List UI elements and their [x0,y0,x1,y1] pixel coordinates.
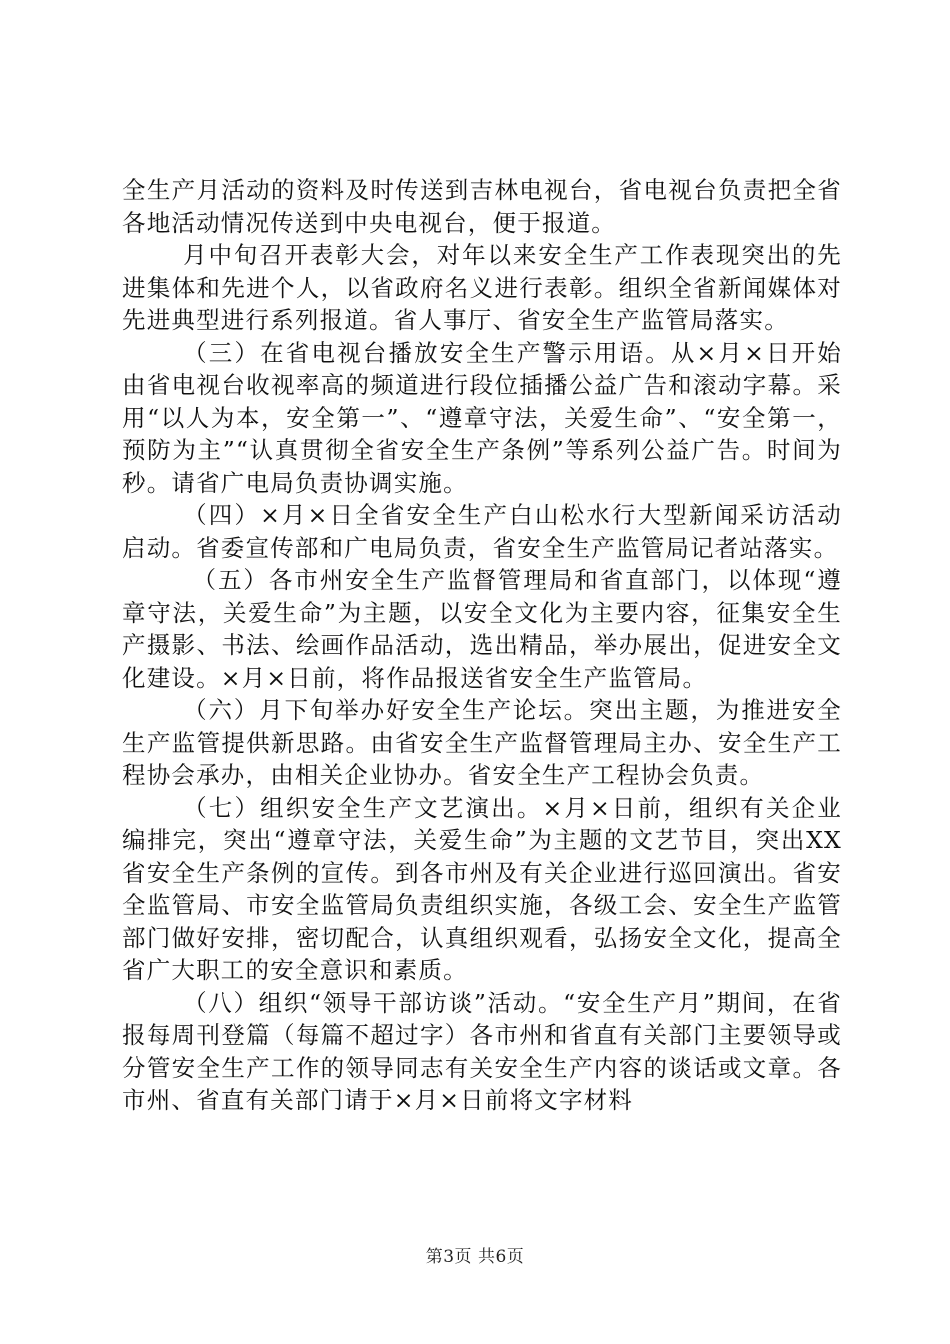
paragraph-commendation-meeting: 月中旬召开表彰大会，对年以来安全生产工作表现突出的先进集体和先进个人，以省政府名义进行表彰。组织全省新闻媒体对先进典型进行系列报道。省人事厅、省安全生产监管局落实。 [122,241,842,334]
page-number-footer: 第3页 共6页 [425,1247,525,1267]
paragraph-item-5: （五）各市州安全生产监督管理局和省直部门，以体现“遵章守法，关爱生命”为主题，以安全文化为主要内容，征集安全生产摄影、书法、绘画作品活动，选出精品，举办展出，促进安全文化建设。×月×日前，将作品报送省安全生产监管局。 [122,566,842,692]
paragraph-item-7: （七）组织安全生产文艺演出。×月×日前，组织有关企业编排完，突出“遵章守法，关爱生命”为主题的文艺节目，突出XX省安全生产条例的宣传。到各市州及有关企业进行巡回演出。省安全监管局、市安全监管局负责组织实施，各级工会、安全生产监管部门做好安排，密切配合，认真组织观看，弘扬安全文化，提高全省广大职工的安全意识和素质。 [122,793,842,984]
paragraph-item-6: （六）月下旬举办好安全生产论坛。突出主题，为推进安全生产监管提供新思路。由省安全生产监督管理局主办、安全生产工程协会承办，由相关企业协办。省安全生产工程协会负责。 [122,696,842,789]
document-body [122,174,842,1117]
paragraph-item-3: （三）在省电视台播放安全生产警示用语。从×月×日开始由省电视台收视率高的频道进行段位插播公益广告和滚动字幕。采用“以人为本，安全第一”、“遵章守法，关爱生命”、“安全第一，预防为主”“认真贯彻全省安全生产条例”等系列公益广告。时间为秒。请省广电局负责协调实施。 [122,338,842,497]
paragraph-continuation: 全生产月活动的资料及时传送到吉林电视台，省电视台负责把全省各地活动情况传送到中央电视台，便于报道。 [122,176,842,237]
paragraph-item-4: （四）×月×日全省安全生产白山松水行大型新闻采访活动启动。省委宣传部和广电局负责，省安全生产监管局记者站落实。 [122,501,842,562]
paragraph-item-8: （八）组织“领导干部访谈”活动。“安全生产月”期间，在省报每周刊登篇（每篇不超过字）各市州和省直有关部门主要领导或分管安全生产工作的领导同志有关安全生产内容的谈话或文章。各市州、省直有关部门请于×月×日前将文字材料 [122,988,842,1114]
